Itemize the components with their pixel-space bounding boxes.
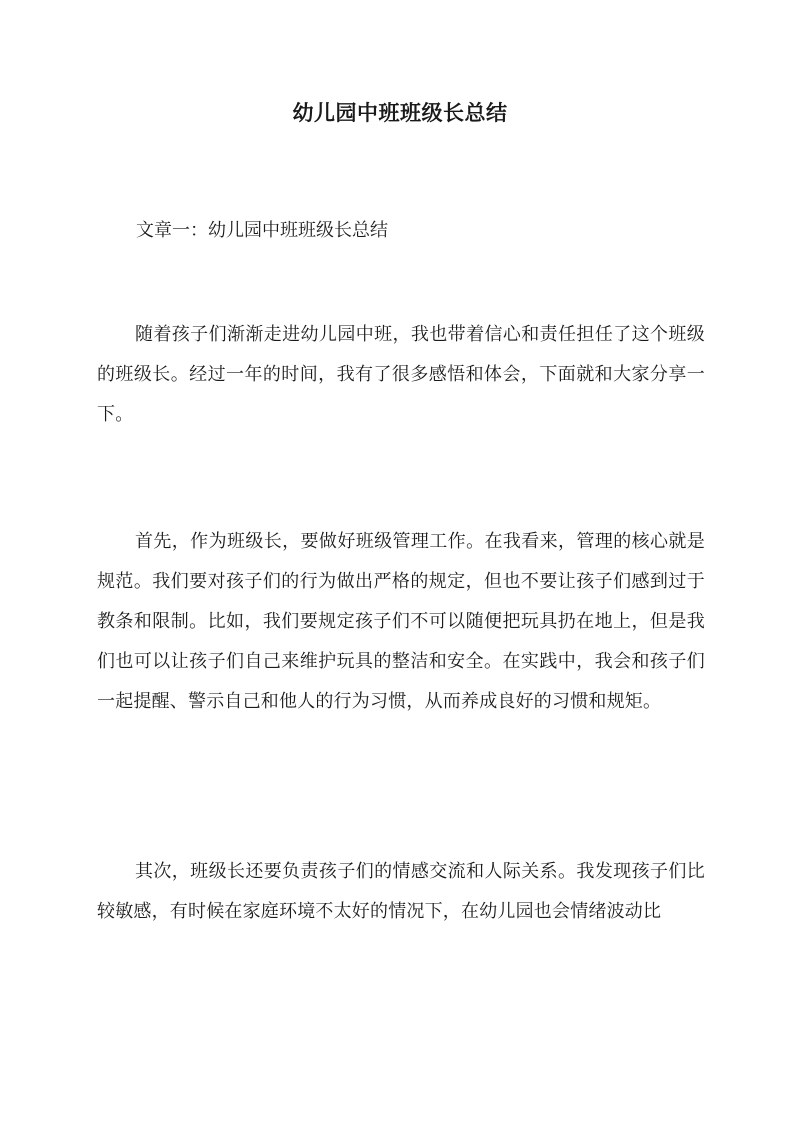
paragraph-emotional: 其次，班级长还要负责孩子们的情感交流和人际关系。我发现孩子们比较敏感，有时候在家庭环境不太好的情况下，在幼儿园也会情绪波动比	[97, 861, 705, 922]
paragraph-management: 首先，作为班级长，要做好班级管理工作。在我看来，管理的核心就是规范。我们要对孩子们的行为做出严格的规定，但也不要让孩子们感到过于教条和限制。比如，我们要规定孩子们不可以随便把玩具扔在地上，但是我们也可以让孩子们自己来维护玩具的整洁和安全。在实践中，我会和孩子们一起提醒、警示自己和他人的行为习惯，从而养成良好的习惯和规矩。	[97, 531, 705, 712]
article-subtitle: 文章一：幼儿园中班班级长总结	[136, 220, 388, 241]
paragraph-intro: 随着孩子们渐渐走进幼儿园中班，我也带着信心和责任担任了这个班级的班级长。经过一年的时间，我有了很多感悟和体会，下面就和大家分享一下。	[97, 324, 705, 425]
document-title: 幼儿园中班班级长总结	[292, 100, 508, 125]
